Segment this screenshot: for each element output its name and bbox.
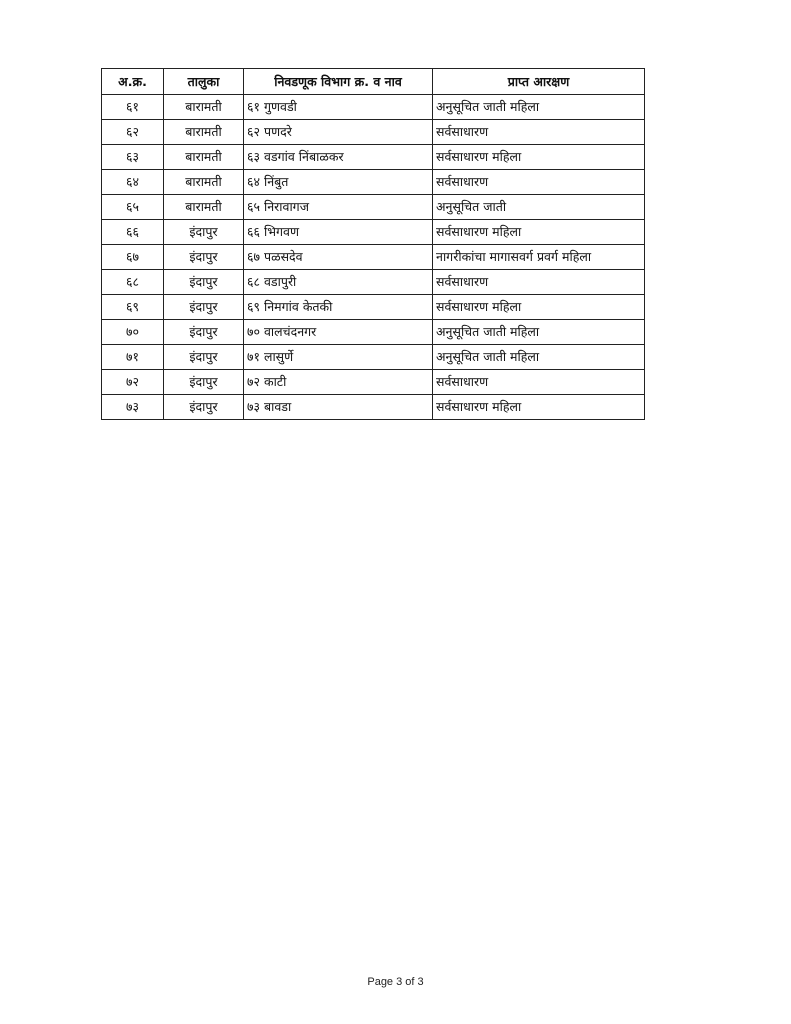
cell-election-division: ७० वालचंदनगर: [244, 320, 433, 345]
cell-taluka: बारामती: [164, 170, 244, 195]
cell-taluka: इंदापुर: [164, 395, 244, 420]
cell-reservation: अनुसूचित जाती महिला: [433, 320, 645, 345]
cell-serial-number: ६४: [102, 170, 164, 195]
cell-election-division: ७२ काटी: [244, 370, 433, 395]
cell-taluka: इंदापुर: [164, 345, 244, 370]
header-election-division: निवडणूक विभाग क्र. व नाव: [244, 69, 433, 95]
cell-election-division: ६१ गुणवडी: [244, 95, 433, 120]
table-row: [102, 370, 645, 395]
cell-reservation: सर्वसाधारण महिला: [433, 220, 645, 245]
cell-election-division: ६९ निमगांव केतकी: [244, 295, 433, 320]
cell-election-division: ६८ वडापुरी: [244, 270, 433, 295]
table-header-row: [102, 69, 645, 95]
cell-serial-number: ६८: [102, 270, 164, 295]
cell-serial-number: ७२: [102, 370, 164, 395]
cell-serial-number: ६७: [102, 245, 164, 270]
cell-serial-number: ६९: [102, 295, 164, 320]
table-row: [102, 170, 645, 195]
cell-reservation: सर्वसाधारण: [433, 370, 645, 395]
header-reservation: प्राप्त आरक्षण: [433, 69, 645, 95]
table-row: [102, 195, 645, 220]
header-taluka: तालुका: [164, 69, 244, 95]
cell-serial-number: ७०: [102, 320, 164, 345]
cell-taluka: इंदापुर: [164, 295, 244, 320]
table-row: [102, 345, 645, 370]
cell-serial-number: ६२: [102, 120, 164, 145]
table-row: [102, 320, 645, 345]
cell-taluka: इंदापुर: [164, 270, 244, 295]
cell-reservation: अनुसूचित जाती महिला: [433, 345, 645, 370]
cell-taluka: इंदापुर: [164, 220, 244, 245]
cell-reservation: सर्वसाधारण: [433, 120, 645, 145]
cell-serial-number: ६३: [102, 145, 164, 170]
cell-taluka: बारामती: [164, 95, 244, 120]
table-row: [102, 395, 645, 420]
cell-election-division: ६५ निरावागज: [244, 195, 433, 220]
table-row: [102, 220, 645, 245]
cell-reservation: सर्वसाधारण महिला: [433, 295, 645, 320]
table-row: [102, 145, 645, 170]
table-row: [102, 270, 645, 295]
header-serial-number: अ.क्र.: [102, 69, 164, 95]
cell-taluka: बारामती: [164, 195, 244, 220]
cell-serial-number: ७३: [102, 395, 164, 420]
cell-reservation: सर्वसाधारण महिला: [433, 395, 645, 420]
cell-election-division: ६४ निंबुत: [244, 170, 433, 195]
table-row: [102, 95, 645, 120]
table-row: [102, 295, 645, 320]
cell-serial-number: ६६: [102, 220, 164, 245]
cell-serial-number: ७१: [102, 345, 164, 370]
cell-taluka: इंदापुर: [164, 320, 244, 345]
table-row: [102, 120, 645, 145]
cell-taluka: इंदापुर: [164, 245, 244, 270]
cell-reservation: नागरीकांचा मागासवर्ग प्रवर्ग महिला: [433, 245, 645, 270]
cell-serial-number: ६५: [102, 195, 164, 220]
cell-election-division: ६७ पळसदेव: [244, 245, 433, 270]
cell-election-division: ६२ पणदरे: [244, 120, 433, 145]
cell-election-division: ६३ वडगांव निंबाळकर: [244, 145, 433, 170]
cell-taluka: इंदापुर: [164, 370, 244, 395]
cell-reservation: अनुसूचित जाती: [433, 195, 645, 220]
cell-election-division: ६६ भिगवण: [244, 220, 433, 245]
table-row: [102, 245, 645, 270]
cell-reservation: सर्वसाधारण: [433, 170, 645, 195]
cell-election-division: ७१ लासुर्णे: [244, 345, 433, 370]
cell-reservation: सर्वसाधारण: [433, 270, 645, 295]
page-number-footer: Page 3 of 3: [367, 976, 424, 988]
cell-taluka: बारामती: [164, 120, 244, 145]
cell-reservation: सर्वसाधारण महिला: [433, 145, 645, 170]
cell-serial-number: ६१: [102, 95, 164, 120]
cell-reservation: अनुसूचित जाती महिला: [433, 95, 645, 120]
cell-election-division: ७३ बावडा: [244, 395, 433, 420]
reservation-table: [101, 68, 645, 420]
cell-taluka: बारामती: [164, 145, 244, 170]
